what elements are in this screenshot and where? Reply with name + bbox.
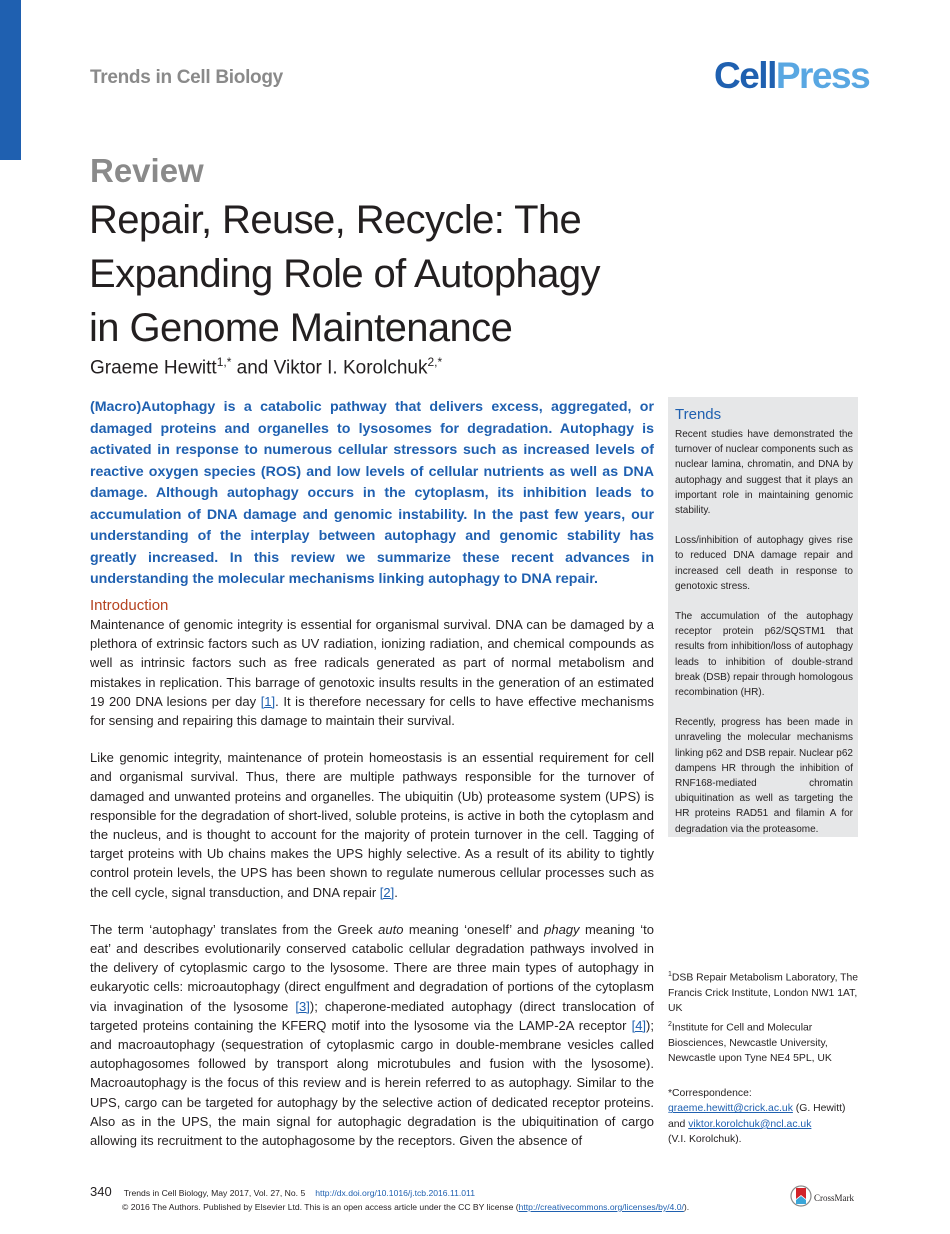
reference-link[interactable]: [3] — [295, 998, 310, 1014]
logo-press-text: Press — [775, 55, 870, 96]
paragraph: Like genomic integrity, maintenance of protein homeostasis is an essential requirement for cell and organismal survival. Thus, there are multiple pathways responsible for the turnover of damaged and unwanted proteins and organelles. The ubiquitin (Ub) proteasome system (UPS) is responsible for the degradation of short-lived, soluble proteins, is active in both the cytoplasm and the nucleus, and is thought to account for the majority of protein turnover in the cell. Tagging of target proteins with Ub chains makes the UPS highly selective. As a result of its ability to tightly control protein levels, the UPS has been shown to regulate numerous cellular processes such as the cell cycle, signal transduction, and DNA repair [2]. — [90, 750, 654, 900]
trends-box — [668, 397, 858, 837]
title-line: in Genome Maintenance — [89, 306, 513, 350]
trends-item: The accumulation of the autophagy receptor protein p62/SQSTM1 that results from inhibition/loss of autophagy leads to inhibition of double-strand break (DSB) repair through homologous recombination (HR). — [675, 611, 853, 699]
license-link[interactable]: http://creativecommons.org/licenses/by/4.0/ — [518, 1202, 684, 1212]
journal-name: Trends in Cell Biology — [90, 67, 283, 88]
page-number: 340 — [90, 1184, 112, 1199]
body-text — [90, 615, 654, 1168]
reference-link[interactable]: [2] — [379, 884, 395, 900]
author-1-affil: 1,* — [216, 355, 232, 369]
crossmark-icon — [790, 1184, 812, 1210]
abstract: (Macro)Autophagy is a catabolic pathway that delivers excess, aggregated, or damaged proteins and organelles to lysosomes for degradation. Autophagy is activated in response to numerous cellular stressors such as increased levels of reactive oxygen species (ROS) and low levels of cellular nutrients as well as DNA damage. Although autophagy occurs in the cytoplasm, its inhibition leads to accumulation of DNA damage and genomic instability. In the past few years, our understanding of the interplay between autophagy and genomic stability has greatly increased. In this review we summarize these recent advances in understanding the molecular mechanisms linking autophagy to DNA repair. — [90, 399, 654, 587]
doi-link[interactable]: http://dx.doi.org/10.1016/j.tcb.2016.11.011 — [315, 1188, 475, 1198]
reference-link[interactable]: [4] — [631, 1017, 647, 1033]
affiliations — [668, 967, 868, 1066]
article-title — [89, 193, 689, 355]
article-type: Review — [90, 152, 204, 189]
correspondence: *Correspondence: graeme.hewitt@crick.ac.uk (G. Hewitt) and viktor.korolchuk@ncl.ac.uk (V.I. Korolchuk). — [668, 1086, 868, 1148]
trends-heading: Trends — [675, 406, 722, 423]
author-2: and Viktor I. Korolchuk — [231, 357, 428, 379]
author-2-affil: 2,* — [427, 355, 443, 369]
section-heading-introduction: Introduction — [90, 597, 169, 614]
authors — [90, 355, 442, 379]
footer-citation — [90, 1184, 475, 1199]
citation: Trends in Cell Biology, May 2017, Vol. 27, No. 5 — [123, 1188, 306, 1198]
crossmark-label: CrossMark — [814, 1193, 854, 1203]
footer-license: © 2016 The Authors. Published by Elsevier Ltd. This is an open access article under the CC BY license (http://creativecommons.org/licenses/by/4.0/). — [122, 1202, 690, 1212]
affiliation-2: $^2$Institute for Cell and Molecular Biosciences, Newcastle University, Newcastle upon Tyne NE4 5PL, UK — [668, 1020, 832, 1064]
side-accent-bar — [0, 0, 21, 160]
paragraph: The term ‘autophagy’ translates from the Greek auto meaning ‘oneself’ and phagy meaning ‘to eat’ and describes evolutionarily conserved catabolic cellular degradation pathways involved in the delivery of cytoplasmic cargo to the lysosome. There are three main types of autophagy in eukaryotic cells: microautophagy (direct engulfment and degradation of portions of the cytoplasm via invagination of the lysosome [3]); chaperone-mediated autophagy (direct translocation of targeted proteins containing the KFERQ motif into the lysosome via the LAMP-2A receptor [4]); and macroautophagy (sequestration of cytoplasmic cargo in double-membrane vesicles called autophagosomes followed by transport along microtubules and fusion with the lysosome). Macroautophagy is the focus of this review and is herein referred to as autophagy. Similar to the UPS, cargo can be targeted for autophagy by the selective action of dedicated receptor proteins. Also as in the UPS, the main signal for autophagic degradation is the ubiquitination of cargo allowing its recruitment to the autophagosome by the receptors. Given the absence of — [90, 921, 654, 1149]
trends-item: Recent studies have demonstrated the turnover of nuclear components such as nuclear lamina, chromatin, and DNA by autophagy and suggest that it plays an important role in maintaining genomic stability. — [675, 429, 853, 517]
cellpress-logo[interactable] — [714, 57, 869, 94]
email-link-hewitt[interactable]: graeme.hewitt@crick.ac.uk — [668, 1103, 793, 1115]
reference-link[interactable]: [1] — [260, 693, 276, 709]
paragraph: Maintenance of genomic integrity is essential for organismal survival. DNA can be damaged by a plethora of extrinsic factors such as UV radiation, ionizing radiation, and chemical compounds as well as intrinsic factors such as free radicals generated as part of normal metabolism and mistakes in replication. This barrage of genotoxic insults results in the generation of an estimated 19 200 DNA lesions per day [1]. It is therefore necessary for cells to have effective mechanisms for sensing and repairing this damage to maintain their survival. — [90, 617, 654, 729]
crossmark-badge[interactable] — [790, 1184, 870, 1210]
trends-item: Loss/inhibition of autophagy gives rise to reduced DNA damage repair and increased cell death in response to genotoxic stress. — [675, 535, 853, 592]
title-line: Expanding Role of Autophagy — [89, 252, 600, 296]
trends-item: Recently, progress has been made in unraveling the molecular mechanisms linking p62 and DSB repair. Nuclear p62 dampens HR through the inhibition of RNF168-mediated chromatin ubiquitination as well as targeting the HR proteins RAD51 and filamin A for degradation via the proteasome. — [675, 717, 853, 835]
affiliation-1: $^1$DSB Repair Metabolism Laboratory, The Francis Crick Institute, London NW1 1AT, UK — [668, 971, 859, 1015]
title-line: Repair, Reuse, Recycle: The — [89, 198, 582, 242]
logo-cell-text: Cell — [714, 55, 776, 96]
correspondence-label: *Correspondence: — [668, 1088, 752, 1099]
email-link-korolchuk[interactable]: viktor.korolchuk@ncl.ac.uk — [688, 1118, 812, 1130]
author-1: Graeme Hewitt — [90, 357, 217, 379]
